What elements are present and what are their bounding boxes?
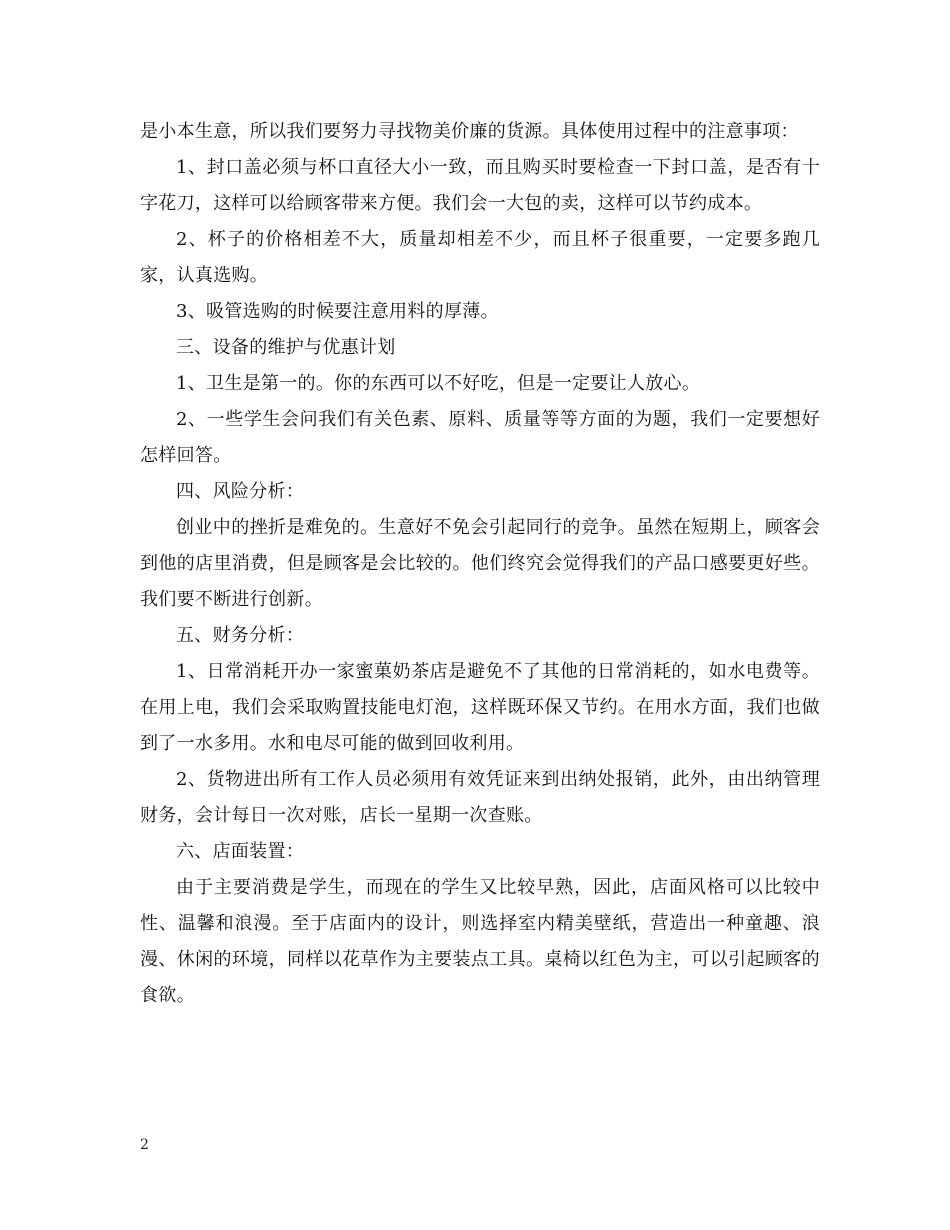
- paragraph: 1、封口盖必须与杯口直径大小一致，而且购买时要检查一下封口盖，是否有十字花刀，这样可以给顾客带来方便。我们会一大包的卖，这样可以节约成本。: [140, 157, 820, 214]
- paragraph: 创业中的挫折是难免的。生意好不免会引起同行的竞争。虽然在短期上，顾客会到他的店里消费，但是顾客是会比较的。他们终究会觉得我们的产品口感要更好些。我们要不断进行创新。: [140, 517, 820, 610]
- paragraph: 1、卫生是第一的。你的东西可以不好吃，但是一定要让人放心。: [176, 373, 701, 394]
- paragraph: 三、设备的维护与优惠计划: [176, 337, 396, 358]
- paragraph: 3、吸管选购的时候要注意用料的厚薄。: [176, 301, 499, 322]
- paragraph: 2、一些学生会问我们有关色素、原料、质量等等方面的为题，我们一定要想好怎样回答。: [140, 409, 820, 466]
- paragraph: 五、财务分析：: [176, 625, 305, 646]
- paragraph: 是小本生意，所以我们要努力寻找物美价廉的货源。具体使用过程中的注意事项：: [140, 121, 799, 142]
- paragraph: 六、店面装置：: [176, 841, 305, 862]
- paragraph: 2、货物进出所有工作人员必须用有效凭证来到出纳处报销，此外，由出纳管理财务，会计每日一次对账，店长一星期一次查账。: [140, 769, 820, 826]
- paragraph: 2、杯子的价格相差不大，质量却相差不少，而且杯子很重要，一定要多跑几家，认真选购。: [140, 229, 820, 286]
- paragraph: 1、日常消耗开办一家蜜菓奶茶店是避免不了其他的日常消耗的，如水电费等。在用上电，我们会采取购置技能电灯泡，这样既环保又节约。在用水方面，我们也做到了一水多用。水和电尽可能的做到回收利用。: [140, 661, 820, 754]
- page-number: 2: [140, 1137, 149, 1153]
- document-body: [140, 114, 820, 1014]
- paragraph: 四、风险分析：: [176, 481, 305, 502]
- paragraph: 由于主要消费是学生，而现在的学生又比较早熟，因此，店面风格可以比较中性、温馨和浪漫。至于店面内的设计，则选择室内精美壁纸，营造出一种童趣、浪漫、休闲的环境，同样以花草作为主要装点工具。桌椅以红色为主，可以引起顾客的食欲。: [140, 877, 820, 1006]
